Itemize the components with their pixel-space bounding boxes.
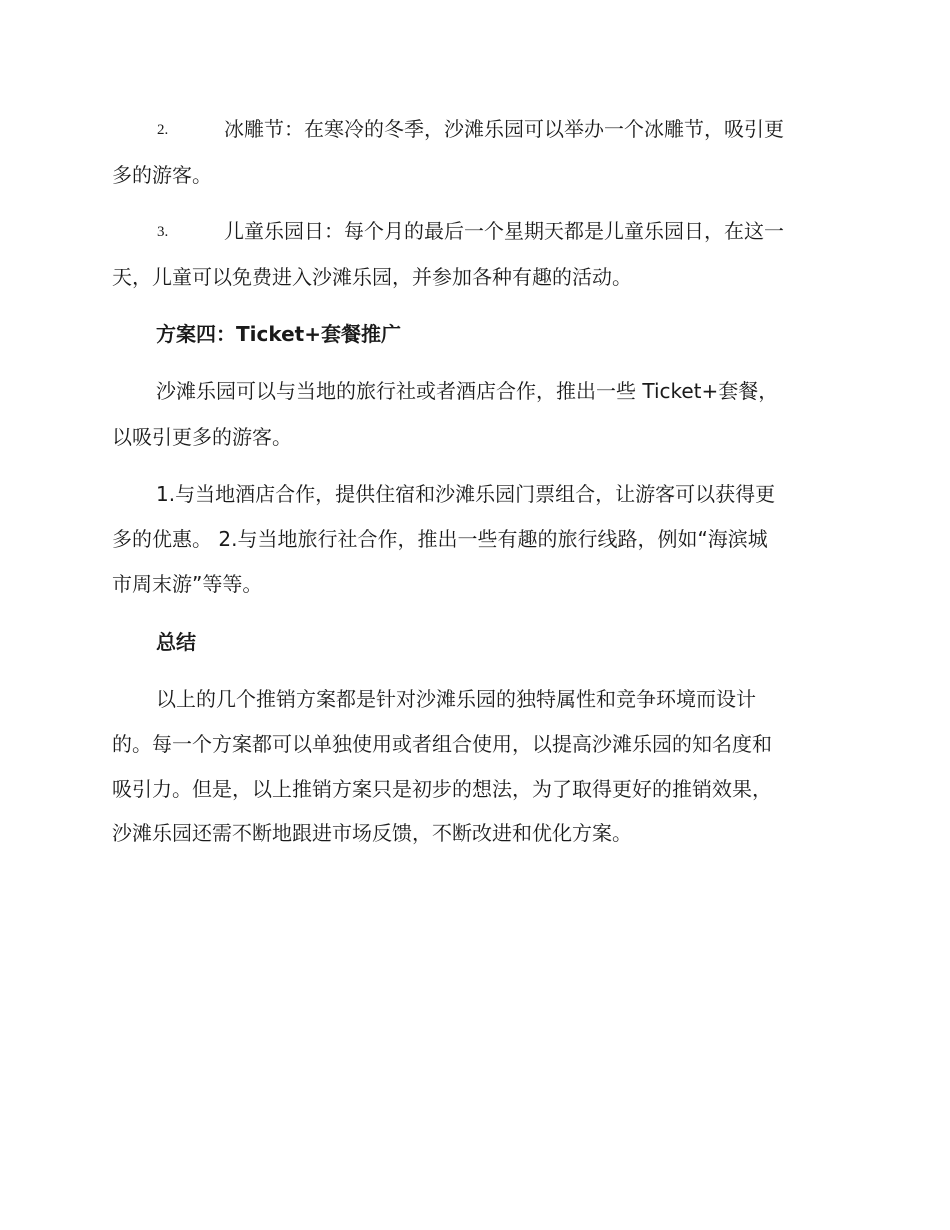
list-item-text: 儿童乐园日：每个月的最后一个星期天都是儿童乐园日，在这一	[224, 219, 784, 243]
list-item-text: 天，儿童可以免费进入沙滩乐园，并参加各种有趣的活动。	[112, 265, 632, 289]
list-item-text: 冰雕节：在寒冷的冬季，沙滩乐园可以举办一个冰雕节，吸引更	[224, 117, 784, 141]
paragraph-line: 吸引力。但是，以上推销方案只是初步的想法，为了取得更好的推销效果，	[112, 777, 772, 801]
paragraph-line: 1.与当地酒店合作，提供住宿和沙滩乐园门票组合，让游客可以获得更	[156, 482, 776, 506]
paragraph-line: 以吸引更多的游客。	[112, 425, 292, 449]
list-item-text: 多的游客。	[112, 163, 212, 187]
paragraph-line: 的。每一个方案都可以单独使用或者组合使用，以提高沙滩乐园的知名度和	[112, 732, 772, 756]
paragraph-line: 多的优惠。 2.与当地旅行社合作，推出一些有趣的旅行线路，例如“海滨城	[112, 527, 768, 551]
paragraph-line: 以上的几个推销方案都是针对沙滩乐园的独特属性和竞争环境而设计	[156, 687, 756, 711]
list-number: 2.	[157, 122, 169, 138]
section-heading: 方案四：Ticket+套餐推广	[156, 322, 401, 346]
paragraph-line: 市周末游”等等。	[112, 572, 263, 596]
list-number: 3.	[157, 224, 169, 240]
paragraph-line: 沙滩乐园可以与当地的旅行社或者酒店合作，推出一些 Ticket+套餐，	[156, 379, 779, 403]
summary-heading: 总结	[156, 630, 196, 654]
paragraph-line: 沙滩乐园还需不断地跟进市场反馈，不断改进和优化方案。	[112, 821, 632, 845]
